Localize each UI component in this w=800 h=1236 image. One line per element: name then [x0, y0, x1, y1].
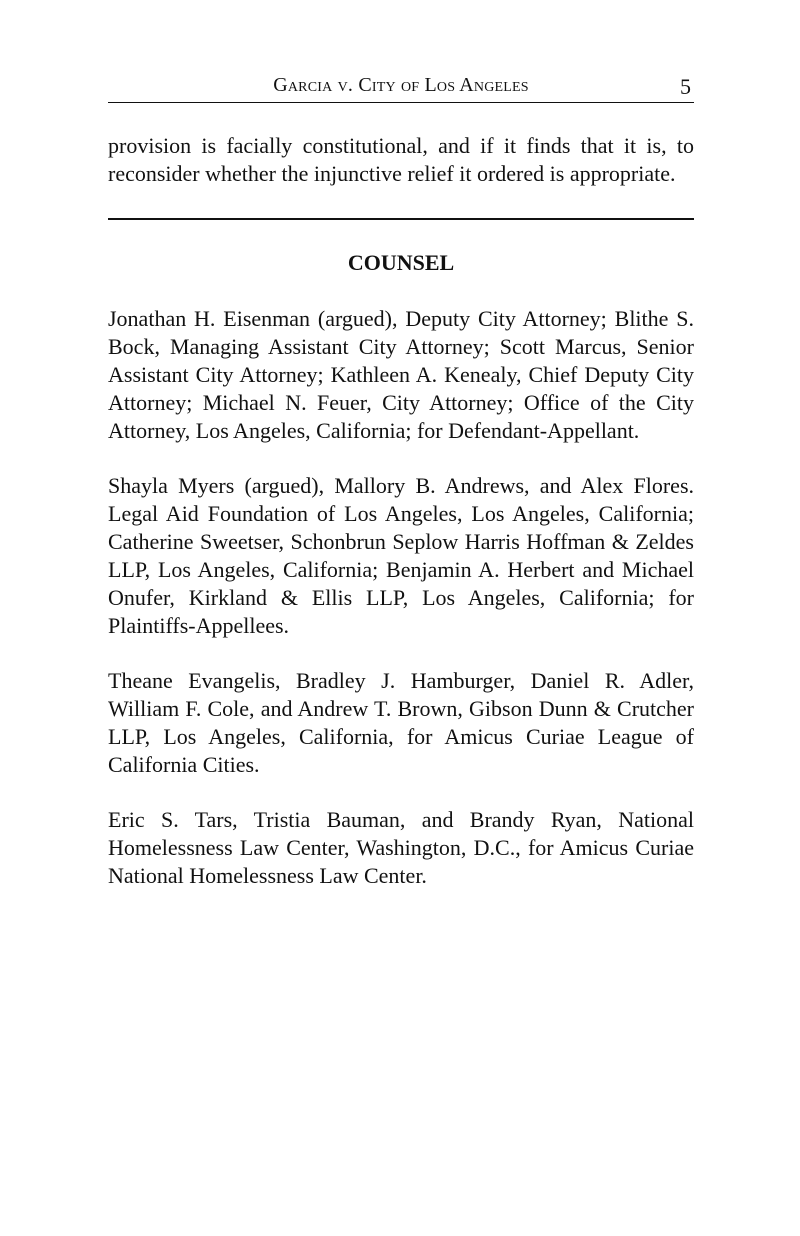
- counsel-entry-amicus-league: Theane Evangelis, Bradley J. Hamburger, Daniel R. Adler, William F. Cole, and Andrew T. Brown, Gibson Dunn & Crutcher LLP, Los Angeles, California, for Amicus Curiae League of California Cities.: [108, 668, 694, 777]
- counsel-heading: COUNSEL: [347, 250, 455, 275]
- running-header: [108, 72, 694, 103]
- section-divider: [108, 218, 694, 220]
- counsel-entry-defendant: Jonathan H. Eisenman (argued), Deputy City Attorney; Blithe S. Bock, Managing Assistant City Attorney; Scott Marcus, Senior Assistant City Attorney; Kathleen A. Kenealy, Chief Deputy City Attorney; Michael N. Feuer, City Attorney; Office of the City Attorney, Los Angeles, California; for Defendant-Appellant.: [108, 306, 694, 443]
- document-page: [108, 72, 694, 890]
- running-title: Garcia v. City of Los Angeles: [273, 74, 529, 96]
- counsel-entry-plaintiffs: Shayla Myers (argued), Mallory B. Andrews, and Alex Flores. Legal Aid Foundation of Los Angeles, Los Angeles, California; Catherine Sweetser, Schonbrun Seplow Harris Hoffman & Zeldes LLP, Los Angeles, California; Benjamin A. Herbert and Michael Onufer, Kirkland & Ellis LLP, Los Angeles, California; for Plaintiffs-Appellees.: [108, 473, 694, 638]
- intro-paragraph: provision is facially constitutional, and if it finds that it is, to reconsider whether the injunctive relief it ordered is appropriate.: [108, 133, 694, 186]
- counsel-entry-amicus-nhlc: Eric S. Tars, Tristia Bauman, and Brandy Ryan, National Homelessness Law Center, Washington, D.C., for Amicus Curiae National Homelessness Law Center.: [108, 807, 694, 888]
- page-number: 5: [680, 74, 691, 99]
